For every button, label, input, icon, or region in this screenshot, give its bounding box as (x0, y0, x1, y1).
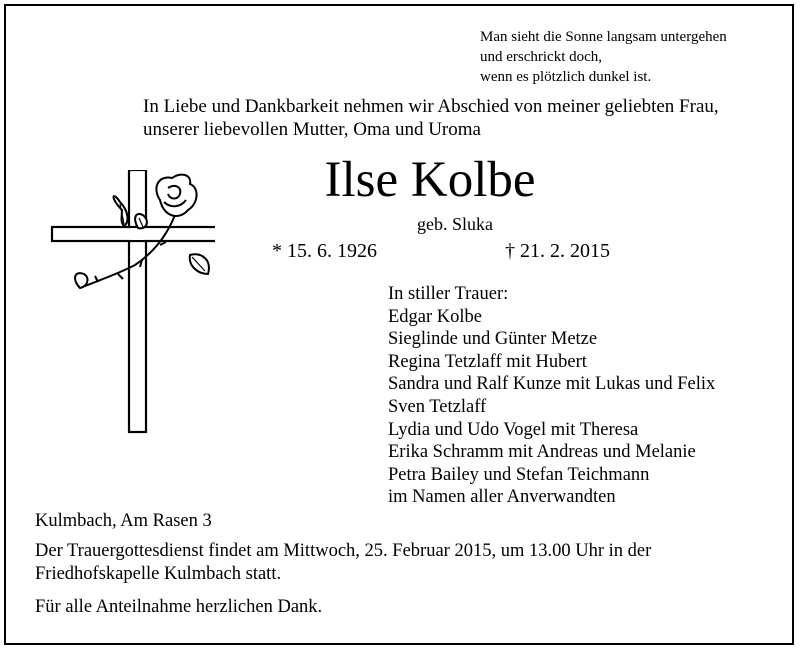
cross-with-rose-icon (40, 170, 215, 445)
intro-line: unserer liebevollen Mutter, Oma und Uroma (143, 119, 481, 140)
mourner-name: Edgar Kolbe (388, 306, 483, 327)
mourner-name: Petra Bailey und Stefan Teichmann (388, 464, 650, 485)
mourners-list (388, 283, 715, 509)
death-date: † 21. 2. 2015 (505, 240, 610, 262)
address: Kulmbach, Am Rasen 3 (35, 511, 212, 531)
birth-date: * 15. 6. 1926 (272, 240, 377, 262)
mourner-name: Regina Tetzlaff mit Hubert (388, 351, 587, 372)
deceased-name: Ilse Kolbe (324, 152, 536, 208)
service-info (35, 540, 775, 586)
mourner-name: Sieglinde und Günter Metze (388, 329, 598, 350)
service-line: Friedhofskapelle Kulmbach statt. (35, 564, 282, 584)
poem-line: Man sieht die Sonne langsam untergehen (480, 29, 727, 45)
mourner-name: Sven Tetzlaff (388, 396, 487, 417)
mourner-name: Sandra und Ralf Kunze mit Lukas und Felix (388, 374, 716, 395)
mourner-name: Erika Schramm mit Andreas und Melanie (388, 442, 696, 463)
intro-text (143, 95, 783, 141)
poem-line: wenn es plötzlich dunkel ist. (480, 69, 652, 85)
intro-line: In Liebe und Dankbarkeit nehmen wir Abschied von meiner geliebten Frau, (143, 96, 719, 117)
mourners-heading: In stiller Trauer: (388, 284, 509, 304)
thanks-text: Für alle Anteilnahme herzlichen Dank. (35, 597, 323, 617)
mourner-name: im Namen aller Anverwandten (388, 487, 616, 508)
maiden-name: geb. Sluka (417, 214, 493, 234)
mourner-name: Lydia und Udo Vogel mit Theresa (388, 419, 639, 440)
poem-line: und erschrickt doch, (480, 49, 603, 65)
service-line: Der Trauergottesdienst findet am Mittwoch, 25. Februar 2015, um 13.00 Uhr in der (35, 541, 652, 561)
poem (480, 27, 727, 87)
